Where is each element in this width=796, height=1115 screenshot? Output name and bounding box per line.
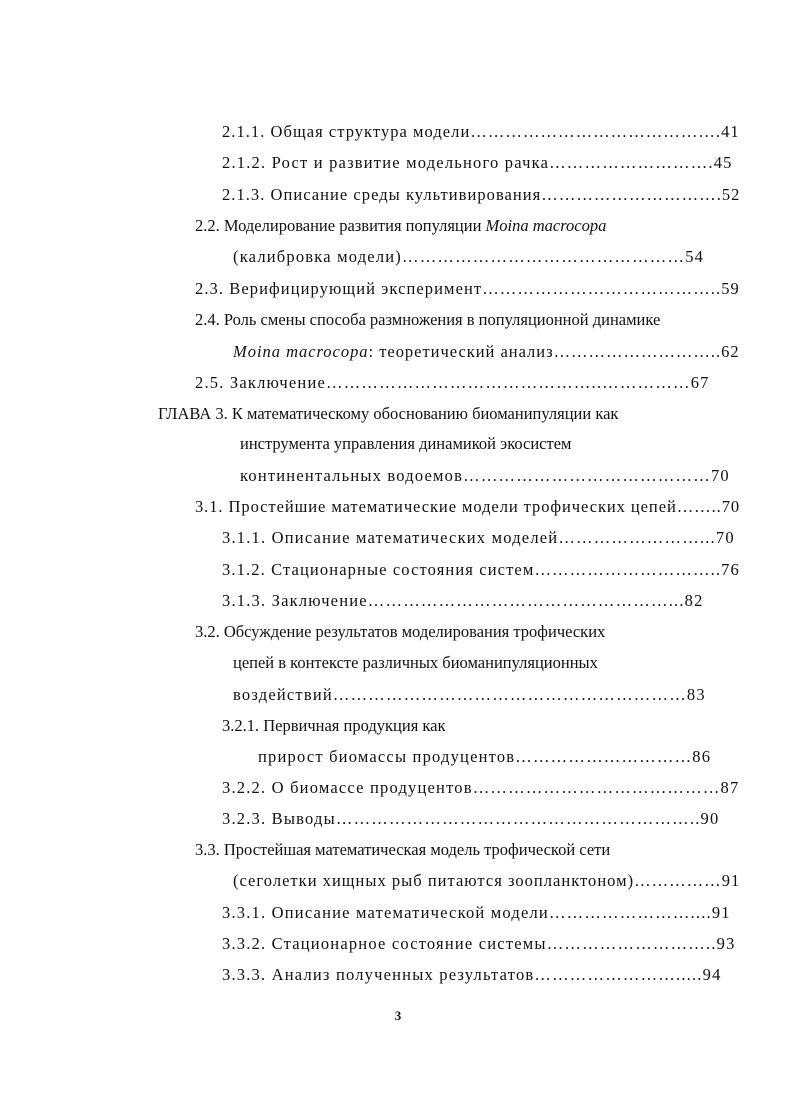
toc-entry-leader-dots: …………………………. bbox=[541, 185, 722, 204]
toc-entry-title: 2.5. Заключение bbox=[195, 373, 327, 392]
toc-entry-leader-dots: ……………………... bbox=[558, 528, 716, 547]
toc-entry bbox=[195, 497, 740, 517]
toc-entry bbox=[233, 247, 740, 267]
toc-entry bbox=[195, 840, 660, 860]
toc-entry-page-number: 62 bbox=[721, 342, 740, 361]
toc-entry bbox=[195, 622, 660, 642]
toc-entry-title: 3.3.1. Описание математической модели bbox=[222, 903, 549, 922]
toc-entry bbox=[233, 342, 740, 362]
toc-entry-page-number: 86 bbox=[692, 747, 712, 766]
toc-entry bbox=[222, 153, 740, 173]
toc-entry-title: ГЛАВА 3. К математическому обоснованию биоманипуляции как bbox=[158, 404, 619, 423]
toc-entry-page-number: 83 bbox=[686, 685, 706, 704]
toc-entry-title: 3.1. Простейшие математические модели трофических цепей bbox=[195, 497, 677, 516]
toc-entry-title: 3.2. Обсуждение результатов моделирования трофических bbox=[195, 622, 606, 641]
toc-entry-title: 3.1.1. Описание математических моделей bbox=[222, 528, 559, 547]
toc-entry-page-number: 93 bbox=[716, 934, 736, 953]
toc-entry-page-number: 91 bbox=[721, 871, 740, 890]
toc-entry bbox=[240, 434, 700, 454]
toc-entry-leader-dots: …….. bbox=[676, 497, 722, 516]
toc-entry-title: (сеголетки хищных рыб питаются зоопланктоном) bbox=[233, 871, 635, 890]
toc-entry bbox=[222, 965, 740, 985]
toc-entry-title: 2.3. Верифицирующий эксперимент bbox=[195, 279, 483, 298]
toc-entry bbox=[195, 279, 740, 299]
toc-entry-title: (калибровка модели) bbox=[233, 247, 402, 266]
toc-entry-page-number: 82 bbox=[684, 591, 704, 610]
toc-entry-species-name: Moina macrocopa bbox=[485, 216, 607, 235]
toc-entry-leader-dots: ………………………………………..…………… bbox=[326, 373, 691, 392]
toc-entry bbox=[222, 809, 740, 829]
toc-entry-title: континентальных водоемов bbox=[240, 466, 464, 485]
toc-entry-title: 2.2. Моделирование развития популяции bbox=[195, 216, 486, 235]
toc-entry-leader-dots: …………………………………… bbox=[463, 466, 711, 485]
toc-entry-title: 3.1.2. Стационарные состояния систем bbox=[222, 560, 535, 579]
toc-entry-title: прирост биомассы продуцентов bbox=[258, 747, 516, 766]
toc-entry bbox=[258, 747, 740, 767]
toc-entry-species-name: Moina macrocopa bbox=[233, 342, 369, 361]
toc-entry-leader-dots: ……………………………………. bbox=[470, 122, 722, 141]
toc-entry-page-number: 91 bbox=[711, 903, 731, 922]
toc-entry bbox=[195, 216, 660, 236]
toc-entry-title: 2.1.3. Описание среды культивирования bbox=[222, 185, 542, 204]
toc-entry-page-number: 59 bbox=[721, 279, 740, 298]
toc-entry-title: 2.1.2. Рост и развитие модельного рачка bbox=[222, 153, 550, 172]
toc-entry-leader-dots: ……………………………………………... bbox=[367, 591, 685, 610]
toc-entry bbox=[222, 591, 740, 611]
toc-entry-title: 3.3.2. Стационарное состояние системы bbox=[222, 934, 547, 953]
toc-entry-title: 2.1.1. Общая структура модели bbox=[222, 122, 471, 141]
toc-entry-leader-dots: …………………………………………………… bbox=[332, 685, 687, 704]
toc-entry bbox=[233, 685, 740, 705]
toc-entry-page-number: 70 bbox=[715, 528, 735, 547]
toc-entry-title: 3.1.3. Заключение bbox=[222, 591, 368, 610]
toc-entry bbox=[222, 185, 740, 205]
toc-entry-title: 3.2.2. О биомассе продуцентов bbox=[222, 778, 473, 797]
toc-entry bbox=[222, 122, 740, 142]
toc-entry-title: 3.2.1. Первичная продукция как bbox=[222, 716, 446, 735]
toc-entry-page-number: 67 bbox=[690, 373, 710, 392]
toc-entry-leader-dots: ………………………….. bbox=[534, 560, 722, 579]
toc-entry bbox=[195, 310, 720, 330]
toc-entry-page-number: 70 bbox=[710, 466, 730, 485]
toc-entry-leader-dots: ………………………………………… bbox=[402, 247, 686, 266]
toc-entry-title: 3.3. Простейшая математическая модель трофической сети bbox=[195, 840, 611, 859]
toc-entry-leader-dots: …………………….... bbox=[548, 903, 712, 922]
toc-entry-leader-dots: ………………………………….. bbox=[482, 279, 722, 298]
toc-entry-page-number: 87 bbox=[720, 778, 740, 797]
toc-entry-title: 3.2.3. Выводы bbox=[222, 809, 336, 828]
toc-entry-page-number: 94 bbox=[702, 965, 722, 984]
toc-entry bbox=[240, 466, 740, 486]
toc-entry bbox=[195, 373, 740, 393]
toc-entry bbox=[222, 528, 740, 548]
toc-entry-leader-dots: …………………………………………………….. bbox=[335, 809, 701, 828]
toc-entry-leader-dots: …………………………………… bbox=[472, 778, 721, 797]
toc-entry-page-number: 76 bbox=[721, 560, 740, 579]
toc-entry bbox=[233, 653, 660, 673]
toc-entry-page-number: 70 bbox=[721, 497, 740, 516]
toc-entry-page-number: 45 bbox=[713, 153, 733, 172]
toc-entry-title: : теоретический анализ bbox=[368, 342, 554, 361]
page-number: 3 bbox=[394, 1008, 402, 1023]
toc-entry-leader-dots: ……………………..... bbox=[534, 965, 703, 984]
toc-entry-leader-dots: …………… bbox=[634, 871, 722, 890]
toc-entry-title: 2.4. Роль смены способа размножения в популяционной динамике bbox=[195, 310, 661, 329]
toc-entry bbox=[222, 560, 740, 580]
toc-entry-title: воздействий bbox=[233, 685, 333, 704]
toc-entry-leader-dots: ………………………. bbox=[549, 153, 714, 172]
toc-entry-leader-dots: ……………………….. bbox=[553, 342, 722, 361]
toc-entry-title: 3.3.3. Анализ полученных результатов bbox=[222, 965, 535, 984]
toc-entry-page-number: 41 bbox=[721, 122, 740, 141]
toc-entry bbox=[233, 871, 740, 891]
toc-entry bbox=[222, 716, 560, 736]
toc-entry-page-number: 90 bbox=[700, 809, 720, 828]
toc-entry bbox=[222, 934, 740, 954]
toc-entry bbox=[222, 778, 740, 798]
toc-entry bbox=[158, 404, 700, 424]
toc-entry-title: инструмента управления динамикой экосистем bbox=[240, 434, 572, 453]
toc-entry-title: цепей в контексте различных биоманипуляционных bbox=[233, 653, 598, 672]
toc-entry-page-number: 54 bbox=[685, 247, 705, 266]
toc-entry bbox=[222, 903, 740, 923]
toc-entry-leader-dots: ………………………… bbox=[515, 747, 693, 766]
toc-entry-leader-dots: ……………………….. bbox=[546, 934, 717, 953]
toc-entry-page-number: 52 bbox=[721, 185, 740, 204]
